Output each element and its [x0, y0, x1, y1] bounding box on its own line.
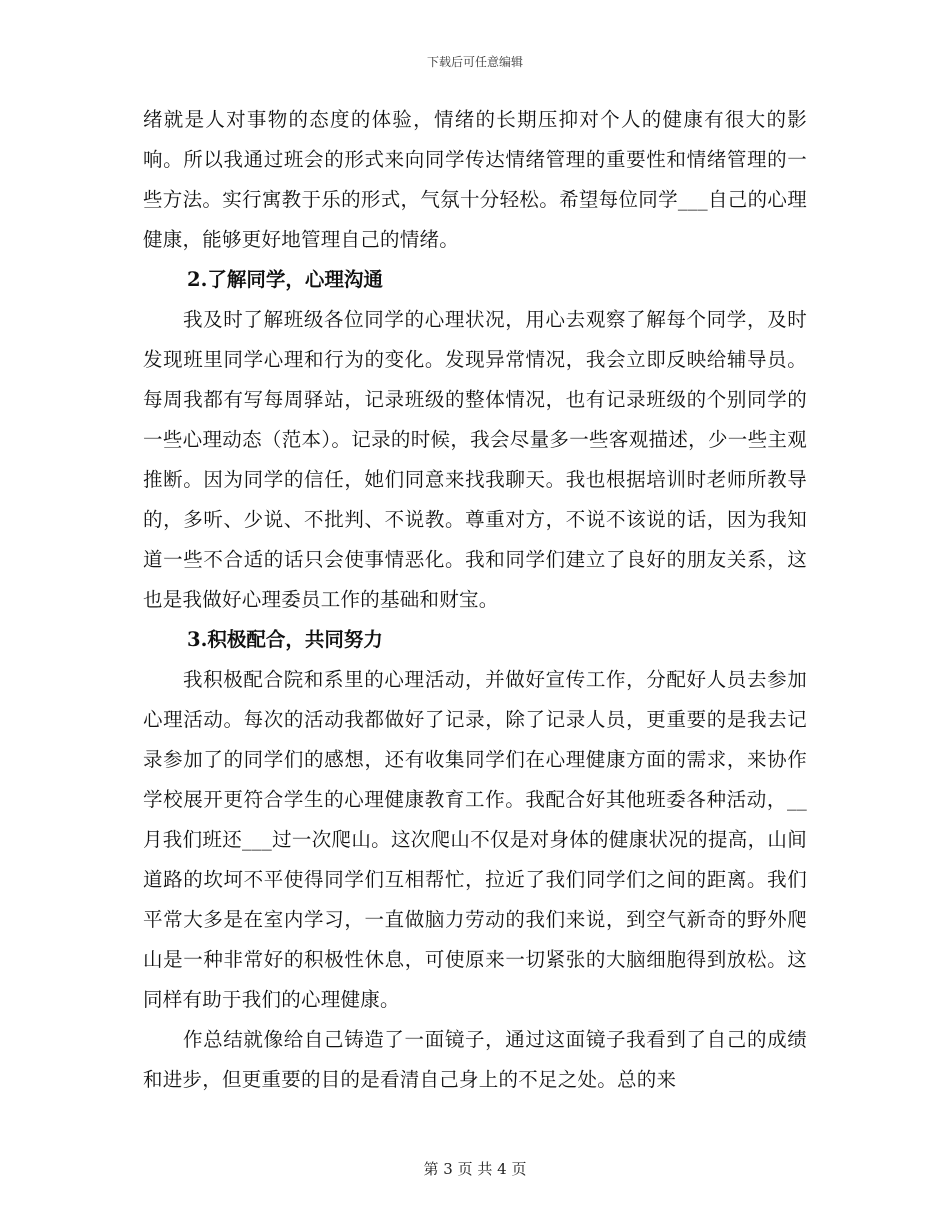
section-heading-cooperate: 3.积极配合，共同努力 — [187, 628, 383, 651]
section-heading-understand-classmates: 2.了解同学，心理沟通 — [187, 268, 383, 291]
paragraph-emotion-management: 绪就是人对事物的态度的体验，情绪的长期压抑对个人的健康有很大的影响。所以我通过班会的形式来向同学传达情绪管理的重要性和情绪管理的一些方法。实行寓教于乐的形式，气氛十分轻松。希望每位同学___自己的心理健康，能够更好地管理自己的情绪。 — [143, 108, 807, 251]
paragraph-summary: 作总结就像给自己铸造了一面镜子，通过这面镜子我看到了自己的成绩和进步，但更重要的目的是看清自己身上的不足之处。总的来 — [143, 1028, 807, 1091]
page-number-footer: 第 3 页 共 4 页 — [423, 1160, 527, 1178]
document-body — [143, 100, 807, 1100]
page-header: 下载后可任意编辑 — [426, 55, 523, 69]
paragraph-cooperate: 我积极配合院和系里的心理活动，并做好宣传工作，分配好人员去参加心理活动。每次的活动我都做好了记录，除了记录人员，更重要的是我去记录参加了的同学们的感想，还有收集同学们在心理健康方面的需求，来协作学校展开更符合学生的心理健康教育工作。我配合好其他班委各种活动，__月我们班还___过一次爬山。这次爬山不仅是对身体的健康状况的提高，山间道路的坎坷不平使得同学们互相帮忙，拉近了我们同学们之间的距离。我们平常大多是在室内学习，一直做脑力劳动的我们来说，到空气新奇的野外爬山是一种非常好的积极性休息，可使原来一切紧张的大脑细胞得到放松。这同样有助于我们的心理健康。 — [143, 668, 807, 1011]
paragraph-understand-classmates: 我及时了解班级各位同学的心理状况，用心去观察了解每个同学，及时发现班里同学心理和行为的变化。发现异常情况，我会立即反映给辅导员。每周我都有写每周驿站，记录班级的整体情况，也有记录班级的个别同学的一些心理动态（范本）。记录的时候，我会尽量多一些客观描述，少一些主观推断。因为同学的信任，她们同意来找我聊天。我也根据培训时老师所教导的，多听、少说、不批判、不说教。尊重对方，不说不该说的话，因为我知道一些不合适的话只会使事情恶化。我和同学们建立了良好的朋友关系，这也是我做好心理委员工作的基础和财宝。 — [143, 308, 807, 611]
